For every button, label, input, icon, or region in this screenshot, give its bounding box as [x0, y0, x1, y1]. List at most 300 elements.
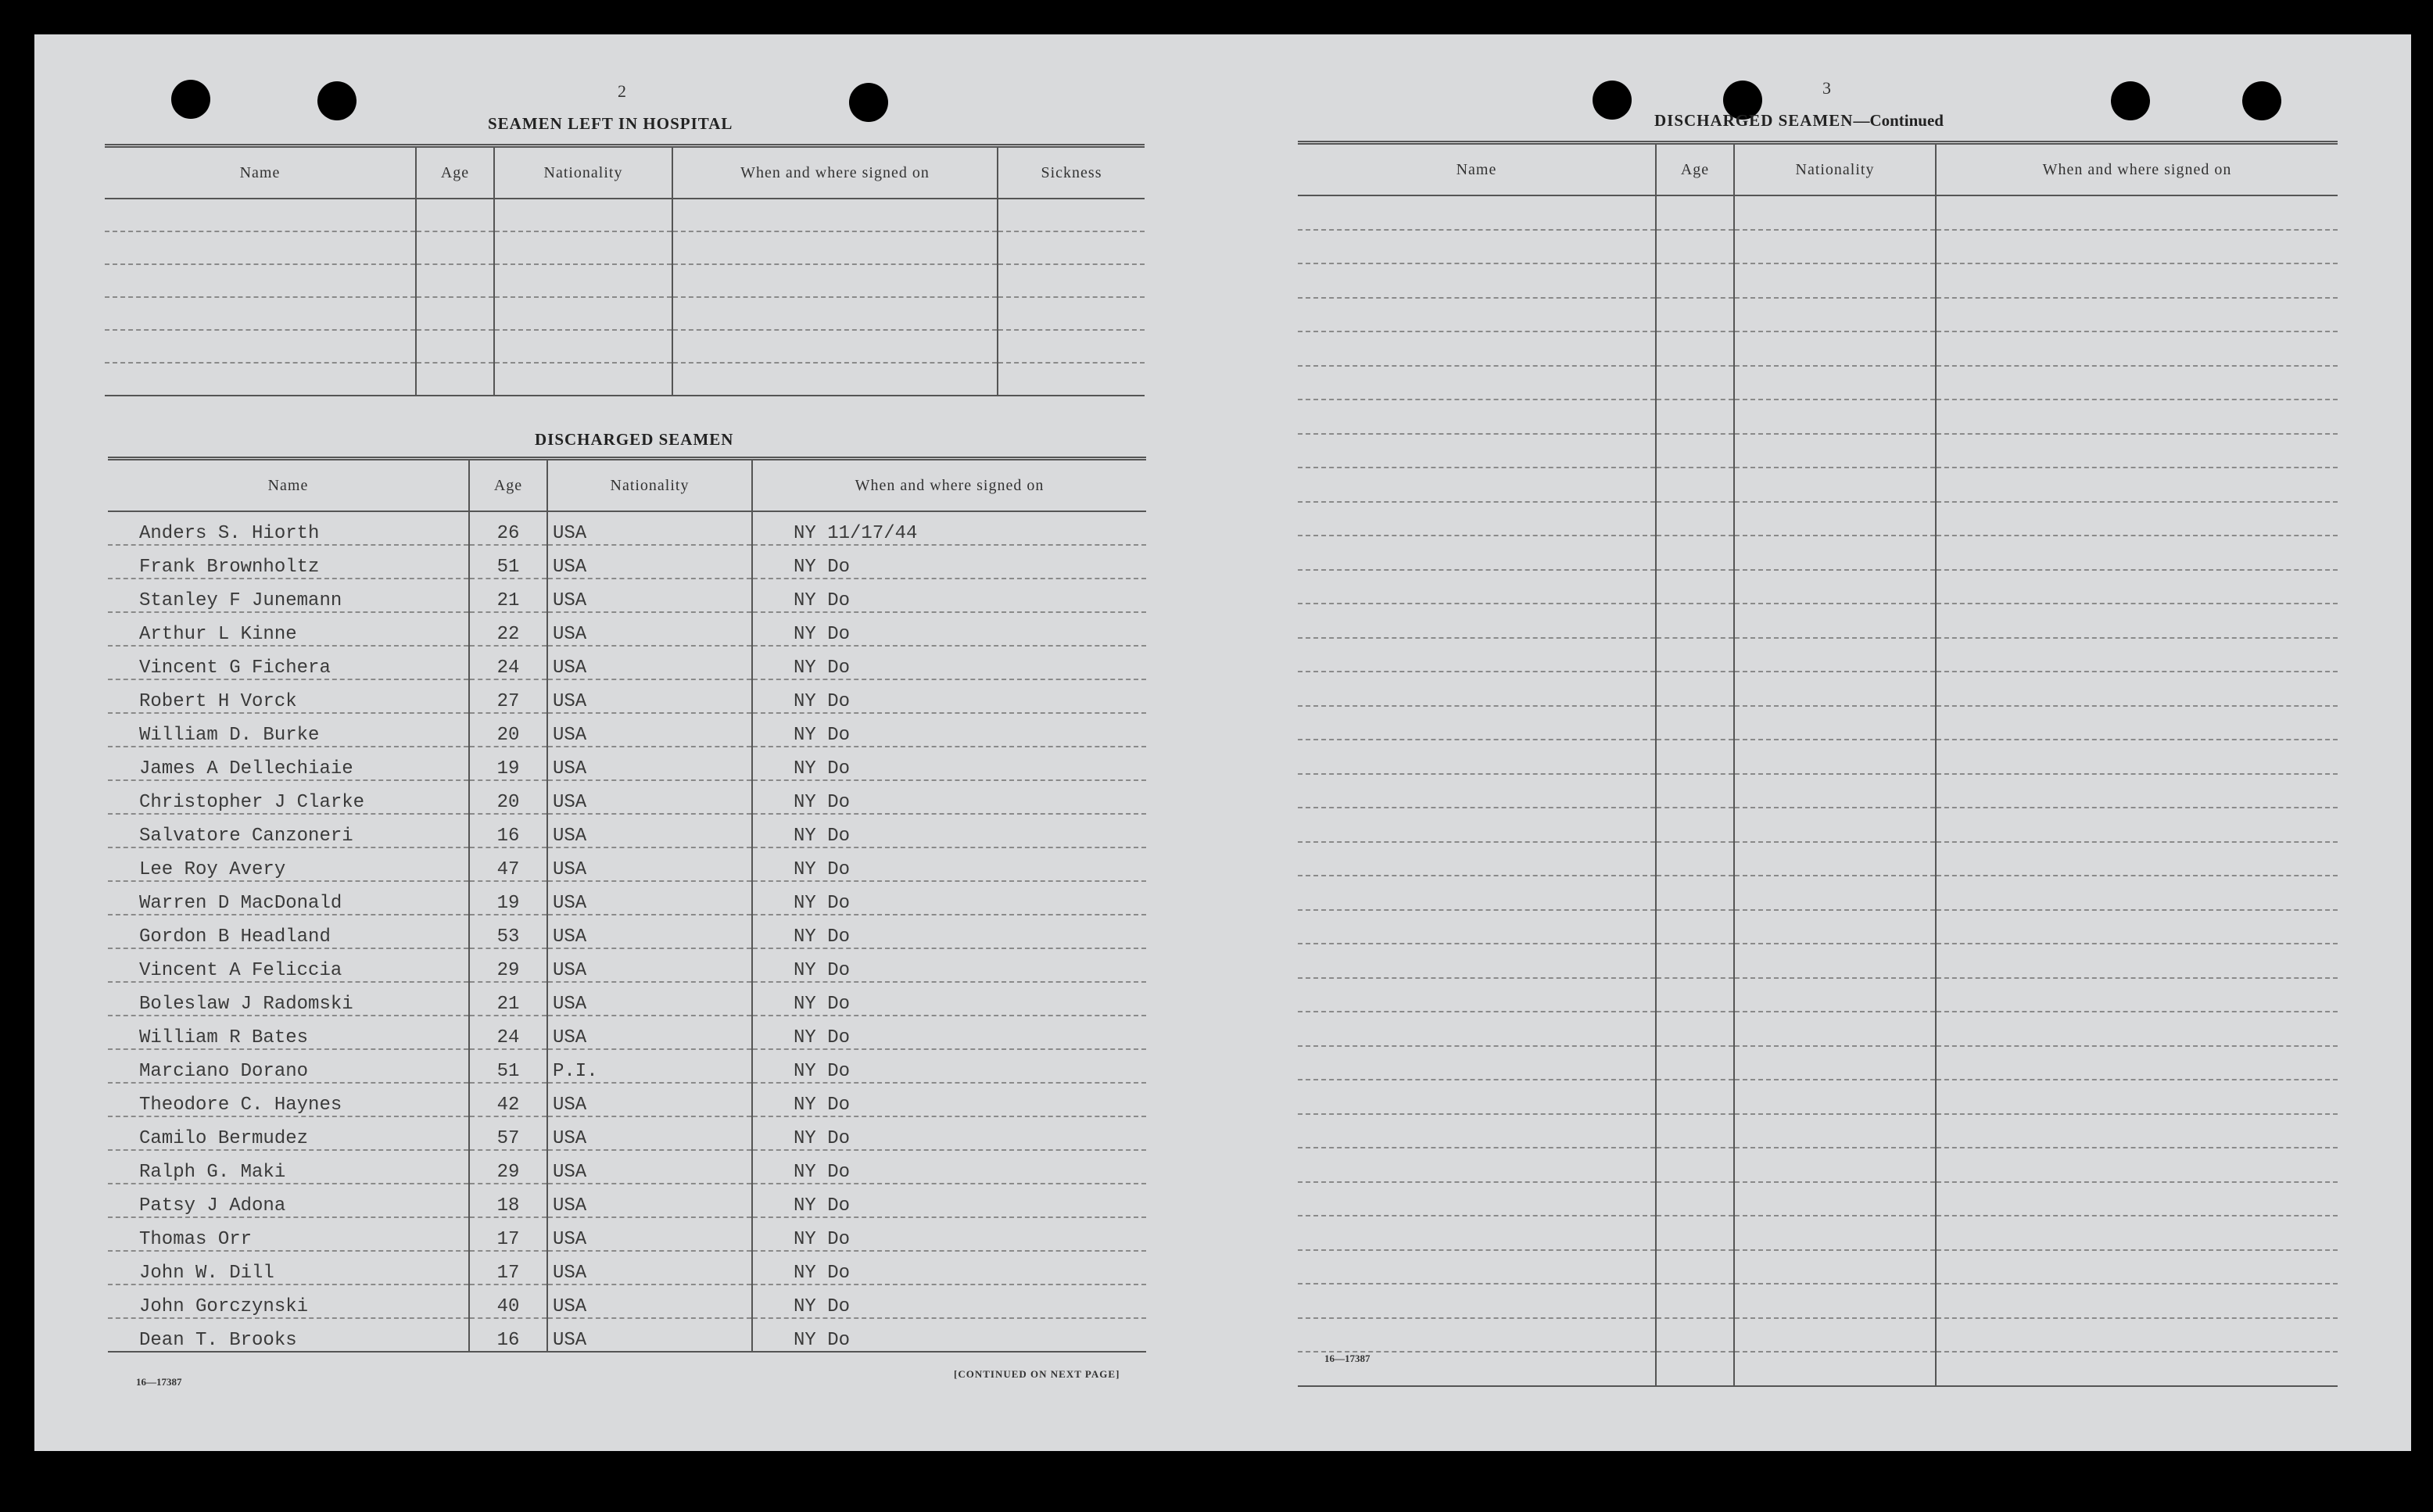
seaman-signed-on: NY Do: [752, 881, 1146, 915]
blank-cell: [1656, 1250, 1734, 1284]
seaman-age: 18: [469, 1184, 547, 1217]
blank-cell: [1936, 1284, 2338, 1318]
blank-cell: [1734, 1216, 1936, 1250]
seaman-nationality: USA: [547, 847, 752, 881]
blank-cell: [1656, 1284, 1734, 1318]
seaman-name: Christopher J Clarke: [108, 780, 469, 814]
seaman-signed-on: NY Do: [752, 1116, 1146, 1150]
blank-cell: [1936, 570, 2338, 604]
blank-cell: [1656, 570, 1734, 604]
left-form-number: 16—17387: [136, 1376, 182, 1388]
seaman-signed-on: NY Do: [752, 713, 1146, 747]
table-row: [108, 915, 1146, 948]
seaman-nationality: USA: [547, 1083, 752, 1116]
table-row: [108, 1116, 1146, 1150]
blank-cell: [1298, 876, 1656, 910]
blank-cell: [1936, 1216, 2338, 1250]
seaman-signed-on: NY Do: [752, 1217, 1146, 1251]
blank-cell: [1734, 468, 1936, 502]
blank-row: [1298, 502, 2338, 536]
blank-cell: [1734, 1182, 1936, 1216]
seaman-age: 19: [469, 881, 547, 915]
blank-cell: [1298, 298, 1656, 332]
table-row: [108, 612, 1146, 646]
blank-cell: [1298, 570, 1656, 604]
blank-cell: [1656, 944, 1734, 978]
table-row: [108, 1083, 1146, 1116]
blank-cell: [1298, 740, 1656, 774]
blank-cell: [1298, 672, 1656, 706]
blank-cell: [1656, 774, 1734, 808]
blank-cell: [1298, 1216, 1656, 1250]
seaman-signed-on: NY Do: [752, 579, 1146, 612]
seaman-signed-on: NY 11/17/44: [752, 511, 1146, 545]
blank-row: [1298, 876, 2338, 910]
hospital-table: [105, 144, 1145, 396]
table-row: [108, 679, 1146, 713]
blank-cell: [1656, 1182, 1734, 1216]
seaman-signed-on: NY Do: [752, 1251, 1146, 1284]
seaman-nationality: USA: [547, 780, 752, 814]
column-header: Age: [416, 146, 494, 199]
blank-cell: [1656, 230, 1734, 264]
blank-cell: [672, 231, 998, 264]
blank-cell: [1298, 1046, 1656, 1080]
seaman-age: 53: [469, 915, 547, 948]
column-header: Sickness: [998, 146, 1145, 199]
blank-cell: [1656, 1318, 1734, 1353]
blank-cell: [1936, 434, 2338, 468]
seaman-age: 16: [469, 814, 547, 847]
seaman-age: 24: [469, 1016, 547, 1049]
blank-cell: [1936, 706, 2338, 740]
blank-row: [1298, 434, 2338, 468]
blank-cell: [1936, 1148, 2338, 1182]
blank-cell: [1298, 604, 1656, 638]
seaman-name: John W. Dill: [108, 1251, 469, 1284]
column-header: Age: [469, 459, 547, 512]
seaman-signed-on: NY Do: [752, 1318, 1146, 1352]
blank-cell: [1298, 638, 1656, 672]
blank-row: [1298, 706, 2338, 740]
seaman-nationality: USA: [547, 915, 752, 948]
table-row: [108, 1049, 1146, 1083]
blank-cell: [1734, 604, 1936, 638]
blank-cell: [1734, 910, 1936, 944]
blank-row: [1298, 944, 2338, 978]
blank-row: [1298, 1318, 2338, 1353]
seaman-nationality: USA: [547, 747, 752, 780]
blank-cell: [1298, 331, 1656, 366]
blank-cell: [1936, 230, 2338, 264]
blank-row: [1298, 1046, 2338, 1080]
seaman-age: 47: [469, 847, 547, 881]
blank-row: [1298, 1148, 2338, 1182]
blank-cell: [1656, 298, 1734, 332]
seaman-name: Frank Brownholtz: [108, 545, 469, 579]
seaman-nationality: USA: [547, 1251, 752, 1284]
seaman-age: 20: [469, 713, 547, 747]
blank-cell: [1656, 740, 1734, 774]
blank-row: [1298, 468, 2338, 502]
right-title-suffix: —Continued: [1853, 111, 1944, 130]
seaman-signed-on: NY Do: [752, 679, 1146, 713]
seaman-age: 19: [469, 747, 547, 780]
blank-cell: [1734, 1046, 1936, 1080]
blank-cell: [1734, 638, 1936, 672]
seaman-name: Dean T. Brooks: [108, 1318, 469, 1352]
blank-row: [1298, 1284, 2338, 1318]
seaman-name: Anders S. Hiorth: [108, 511, 469, 545]
seaman-signed-on: NY Do: [752, 1284, 1146, 1318]
seaman-signed-on: NY Do: [752, 915, 1146, 948]
blank-cell: [1936, 808, 2338, 842]
table-row: [108, 814, 1146, 847]
punch-hole: [2242, 81, 2281, 120]
blank-row: [1298, 331, 2338, 366]
blank-cell: [1656, 978, 1734, 1012]
blank-cell: [1298, 434, 1656, 468]
blank-cell: [1298, 1318, 1656, 1353]
blank-cell: [1298, 944, 1656, 978]
seaman-nationality: USA: [547, 1184, 752, 1217]
blank-cell: [998, 297, 1145, 330]
blank-row: [1298, 1080, 2338, 1114]
blank-cell: [1936, 944, 2338, 978]
seaman-name: Warren D MacDonald: [108, 881, 469, 915]
blank-cell: [1734, 876, 1936, 910]
seaman-age: 24: [469, 646, 547, 679]
blank-cell: [1656, 1216, 1734, 1250]
table-row: [108, 579, 1146, 612]
blank-cell: [494, 264, 672, 297]
blank-row: [1298, 366, 2338, 400]
punch-hole: [2111, 81, 2150, 120]
blank-cell: [1298, 366, 1656, 400]
blank-cell: [105, 330, 416, 363]
blank-cell: [1734, 808, 1936, 842]
blank-cell: [1298, 536, 1656, 570]
seaman-name: Vincent G Fichera: [108, 646, 469, 679]
table-row: [108, 1150, 1146, 1184]
blank-row: [1298, 195, 2338, 230]
seaman-signed-on: NY Do: [752, 1083, 1146, 1116]
left-page-number: 2: [618, 81, 626, 101]
seaman-signed-on: NY Do: [752, 1184, 1146, 1217]
blank-cell: [672, 297, 998, 330]
column-header: Nationality: [547, 459, 752, 512]
seaman-name: Thomas Orr: [108, 1217, 469, 1251]
seaman-age: 51: [469, 545, 547, 579]
seaman-nationality: USA: [547, 1284, 752, 1318]
blank-row: [105, 231, 1145, 264]
blank-cell: [1734, 1250, 1936, 1284]
right-form-number: 16—17387: [1324, 1353, 1371, 1364]
blank-cell: [416, 199, 494, 231]
seaman-nationality: USA: [547, 511, 752, 545]
seaman-nationality: USA: [547, 948, 752, 982]
seaman-age: 29: [469, 948, 547, 982]
blank-row: [1298, 740, 2338, 774]
seaman-name: Camilo Bermudez: [108, 1116, 469, 1150]
blank-row: [1298, 910, 2338, 944]
seaman-nationality: USA: [547, 1016, 752, 1049]
blank-row: [1298, 638, 2338, 672]
column-header: When and where signed on: [1936, 143, 2338, 196]
blank-cell: [1936, 774, 2338, 808]
seaman-nationality: USA: [547, 1318, 752, 1352]
blank-cell: [1656, 1046, 1734, 1080]
column-header: When and where signed on: [672, 146, 998, 199]
right-title-main: DISCHARGED SEAMEN: [1654, 111, 1854, 130]
blank-cell: [1298, 842, 1656, 876]
blank-cell: [416, 264, 494, 297]
seaman-signed-on: NY Do: [752, 747, 1146, 780]
blank-cell: [1656, 876, 1734, 910]
blank-cell: [672, 199, 998, 231]
seaman-name: Theodore C. Haynes: [108, 1083, 469, 1116]
seaman-age: 21: [469, 982, 547, 1016]
blank-cell: [1936, 366, 2338, 400]
blank-cell: [416, 231, 494, 264]
blank-cell: [1936, 263, 2338, 298]
blank-cell: [1734, 706, 1936, 740]
blank-cell: [1936, 331, 2338, 366]
blank-cell: [416, 363, 494, 396]
document-spread: [34, 34, 2411, 1451]
blank-row: [1298, 1114, 2338, 1148]
column-header: When and where signed on: [752, 459, 1146, 512]
blank-cell: [494, 297, 672, 330]
blank-cell: [1734, 502, 1936, 536]
blank-row: [105, 264, 1145, 297]
blank-cell: [1734, 263, 1936, 298]
seaman-signed-on: NY Do: [752, 1150, 1146, 1184]
blank-cell: [1936, 298, 2338, 332]
blank-cell: [1298, 1182, 1656, 1216]
blank-cell: [1298, 502, 1656, 536]
table-row: [108, 982, 1146, 1016]
blank-cell: [1936, 842, 2338, 876]
right-section-title: [1654, 111, 1944, 131]
blank-cell: [1656, 263, 1734, 298]
blank-cell: [1298, 1250, 1656, 1284]
blank-cell: [1298, 774, 1656, 808]
blank-cell: [1936, 1182, 2338, 1216]
seaman-name: Patsy J Adona: [108, 1184, 469, 1217]
blank-cell: [1298, 468, 1656, 502]
blank-cell: [1936, 1080, 2338, 1114]
blank-cell: [1298, 399, 1656, 434]
blank-cell: [998, 330, 1145, 363]
seaman-nationality: USA: [547, 1150, 752, 1184]
blank-cell: [1298, 1012, 1656, 1046]
blank-cell: [105, 264, 416, 297]
blank-cell: [1656, 910, 1734, 944]
seaman-nationality: USA: [547, 982, 752, 1016]
seaman-signed-on: NY Do: [752, 612, 1146, 646]
blank-cell: [1936, 1352, 2338, 1386]
punch-hole: [317, 81, 357, 120]
seaman-age: 17: [469, 1217, 547, 1251]
seaman-age: 40: [469, 1284, 547, 1318]
blank-row: [1298, 1250, 2338, 1284]
blank-row: [1298, 399, 2338, 434]
blank-cell: [105, 363, 416, 396]
blank-cell: [1734, 1148, 1936, 1182]
blank-cell: [1936, 876, 2338, 910]
blank-cell: [1936, 536, 2338, 570]
table-row: [108, 847, 1146, 881]
seaman-name: Lee Roy Avery: [108, 847, 469, 881]
blank-cell: [1936, 1012, 2338, 1046]
seaman-name: William R Bates: [108, 1016, 469, 1049]
blank-row: [1298, 1182, 2338, 1216]
blank-cell: [1298, 910, 1656, 944]
blank-cell: [1734, 978, 1936, 1012]
seaman-nationality: USA: [547, 1217, 752, 1251]
blank-row: [1298, 263, 2338, 298]
seaman-signed-on: NY Do: [752, 1049, 1146, 1083]
blank-cell: [1734, 842, 1936, 876]
seaman-age: 20: [469, 780, 547, 814]
seaman-nationality: USA: [547, 646, 752, 679]
blank-row: [105, 199, 1145, 231]
seaman-age: 42: [469, 1083, 547, 1116]
blank-cell: [1734, 1012, 1936, 1046]
table-row: [108, 511, 1146, 545]
seaman-name: Robert H Vorck: [108, 679, 469, 713]
blank-cell: [1298, 1080, 1656, 1114]
seaman-signed-on: NY Do: [752, 847, 1146, 881]
table-row: [108, 881, 1146, 915]
seaman-nationality: USA: [547, 612, 752, 646]
blank-cell: [1298, 1148, 1656, 1182]
blank-cell: [1734, 1114, 1936, 1148]
blank-cell: [1298, 195, 1656, 230]
blank-cell: [1936, 1318, 2338, 1353]
blank-cell: [1936, 468, 2338, 502]
blank-cell: [1936, 1250, 2338, 1284]
table-row: [108, 713, 1146, 747]
seaman-name: Vincent A Feliccia: [108, 948, 469, 982]
blank-cell: [1936, 672, 2338, 706]
blank-row: [1298, 774, 2338, 808]
blank-cell: [1656, 366, 1734, 400]
blank-cell: [1734, 331, 1936, 366]
blank-cell: [1656, 638, 1734, 672]
blank-cell: [1656, 808, 1734, 842]
seaman-age: 27: [469, 679, 547, 713]
seaman-nationality: USA: [547, 881, 752, 915]
seaman-name: William D. Burke: [108, 713, 469, 747]
blank-row: [1298, 1352, 2338, 1386]
hospital-section-title: SEAMEN LEFT IN HOSPITAL: [488, 114, 733, 133]
seaman-nationality: USA: [547, 814, 752, 847]
blank-cell: [1734, 399, 1936, 434]
blank-cell: [1656, 1080, 1734, 1114]
blank-cell: [1656, 842, 1734, 876]
seaman-age: 51: [469, 1049, 547, 1083]
discharged-table: [108, 457, 1146, 1353]
table-row: [108, 545, 1146, 579]
column-header: Nationality: [494, 146, 672, 199]
blank-cell: [1656, 604, 1734, 638]
blank-row: [1298, 604, 2338, 638]
table-row: [108, 1318, 1146, 1352]
blank-cell: [105, 199, 416, 231]
discharged-section-title: DISCHARGED SEAMEN: [535, 430, 734, 449]
seaman-name: Arthur L Kinne: [108, 612, 469, 646]
blank-cell: [105, 297, 416, 330]
table-row: [108, 1184, 1146, 1217]
punch-hole: [171, 80, 210, 119]
blank-cell: [1734, 195, 1936, 230]
blank-cell: [1656, 672, 1734, 706]
blank-cell: [1656, 1352, 1734, 1386]
right-page-number: 3: [1822, 78, 1831, 98]
table-row: [108, 1251, 1146, 1284]
seaman-signed-on: NY Do: [752, 948, 1146, 982]
blank-cell: [1298, 1284, 1656, 1318]
blank-cell: [1656, 331, 1734, 366]
seaman-age: 17: [469, 1251, 547, 1284]
seaman-nationality: USA: [547, 1116, 752, 1150]
blank-cell: [1656, 399, 1734, 434]
blank-cell: [1298, 808, 1656, 842]
blank-cell: [1734, 230, 1936, 264]
blank-cell: [1734, 672, 1936, 706]
blank-cell: [1936, 978, 2338, 1012]
seaman-age: 21: [469, 579, 547, 612]
blank-cell: [1936, 195, 2338, 230]
blank-cell: [1936, 604, 2338, 638]
blank-cell: [1656, 1012, 1734, 1046]
seaman-nationality: P.I.: [547, 1049, 752, 1083]
blank-cell: [416, 297, 494, 330]
seaman-nationality: USA: [547, 713, 752, 747]
blank-cell: [1734, 1352, 1936, 1386]
blank-cell: [1656, 502, 1734, 536]
seaman-age: 16: [469, 1318, 547, 1352]
blank-cell: [1656, 536, 1734, 570]
seaman-nationality: USA: [547, 679, 752, 713]
blank-cell: [672, 264, 998, 297]
blank-row: [1298, 230, 2338, 264]
blank-row: [1298, 570, 2338, 604]
continued-note: [CONTINUED ON NEXT PAGE]: [954, 1368, 1120, 1380]
table-row: [108, 747, 1146, 780]
table-row: [108, 780, 1146, 814]
blank-row: [105, 330, 1145, 363]
blank-cell: [1298, 1114, 1656, 1148]
blank-cell: [1936, 638, 2338, 672]
blank-cell: [998, 363, 1145, 396]
seaman-age: 29: [469, 1150, 547, 1184]
blank-cell: [998, 231, 1145, 264]
blank-cell: [1298, 263, 1656, 298]
seaman-name: James A Dellechiaie: [108, 747, 469, 780]
seaman-signed-on: NY Do: [752, 780, 1146, 814]
seaman-name: Ralph G. Maki: [108, 1150, 469, 1184]
blank-cell: [494, 231, 672, 264]
blank-cell: [1656, 434, 1734, 468]
blank-cell: [1656, 1148, 1734, 1182]
blank-cell: [1734, 1284, 1936, 1318]
blank-cell: [105, 231, 416, 264]
blank-row: [1298, 808, 2338, 842]
blank-cell: [1734, 570, 1936, 604]
